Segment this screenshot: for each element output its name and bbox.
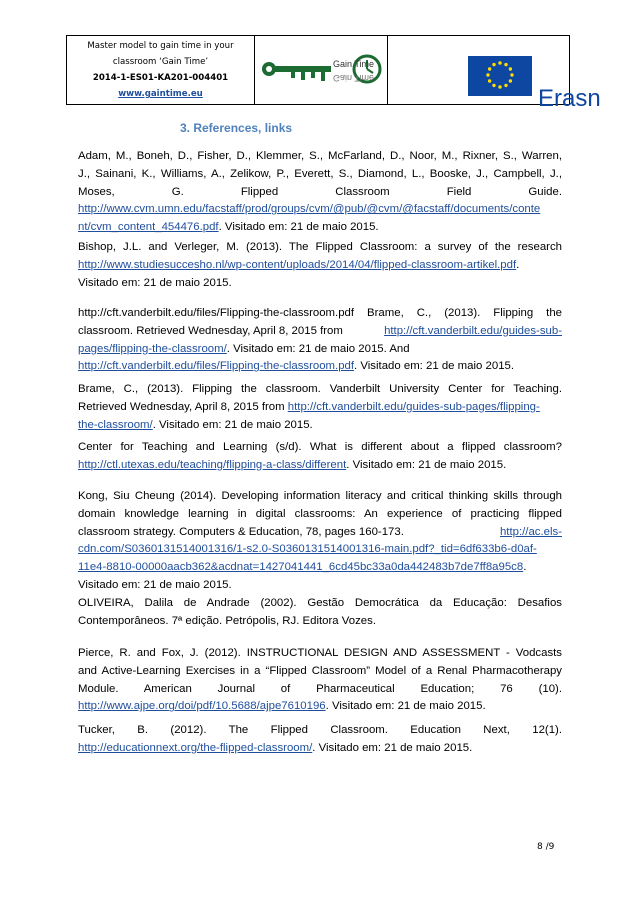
erasmus-wordmark: Erasn	[538, 85, 601, 112]
reference-brame-2	[78, 381, 562, 434]
reference-kong	[78, 488, 562, 595]
ref-link[interactable]: http://ctl.utexas.edu/teaching/flipping-a-class/different	[78, 458, 347, 471]
header-website-link[interactable]: www.gaintime.eu	[118, 89, 203, 99]
ref-text: classroom strategy. Computers & Education, 78, pages 160-173.	[78, 525, 404, 538]
logo-text-mirrored: Gain Time	[333, 73, 375, 83]
reference-tucker	[78, 722, 562, 758]
ref-line: Module. American Journal of Pharmaceutical Education; 76 (10).	[78, 682, 562, 695]
ref-line: Center for Teaching and Learning (s/d). What is different about a flipped classroom?	[78, 441, 562, 453]
ref-link[interactable]: http://ac.els-	[499, 525, 562, 538]
ref-line: Bishop, J.L. and Verleger, M. (2013). The Flipped Classroom: a survey of the research	[78, 241, 562, 253]
reference-adam	[78, 148, 562, 237]
ref-line: OLIVEIRA, Dalila de Andrade (2002). Gestão Democrática da Educação: Desafios	[78, 597, 562, 609]
ref-line: Visitado em: 21 de maio 2015.	[78, 276, 232, 289]
ref-line: Visitado em: 21 de maio 2015.	[78, 578, 232, 591]
ref-text: . Visitado em: 21 de maio 2015.	[325, 700, 486, 713]
ref-line: Moses, G. Flipped Classroom Field Guide.	[78, 185, 562, 198]
ref-text: .	[523, 561, 527, 574]
ref-line: http://cft.vanderbilt.edu/files/Flipping-the-classroom.pdf Brame, C., (2013). Flipping the	[78, 307, 562, 319]
ref-link[interactable]: nt/cvm_content_454476.pdf	[78, 221, 219, 234]
ref-text: . Visitado em: 21 de maio 2015.	[354, 360, 515, 373]
erasmus-logo	[388, 36, 601, 112]
header-project-code: 2014-1-ES01-KA201-004401	[92, 73, 229, 83]
ref-text: classroom. Retrieved Wednesday, April 8, 2015 from	[78, 324, 343, 337]
ref-text: . Visitado em: 21 de maio 2015. And	[226, 342, 410, 355]
ref-line: and Active-Learning Exercises in a “Flipped Classroom” Model of a Renal Pharmacotherapy	[78, 664, 562, 677]
ref-link[interactable]: http://www.cvm.umn.edu/facstaff/prod/groups/cvm/@pub/@cvm/@facstaff/documents/conte	[78, 203, 541, 216]
ref-link[interactable]: 11e4-8810-00000aacb362&acdnat=1427041441_6cd45bc33a0da442483b7de7ff8a95c8	[78, 561, 524, 574]
ref-line: Contemporâneos. 7ª edição. Petrópolis, RJ. Editora Vozes.	[78, 614, 377, 627]
document-header	[66, 35, 601, 112]
ref-line: Adam, M., Boneh, D., Fisher, D., Klemmer, S., McFarland, D., Noor, M., Rixner, S., Warren,	[78, 150, 562, 162]
ref-text: . Visitado em: 21 de maio 2015.	[152, 418, 313, 431]
ref-text: . Visitado em: 21 de maio 2015.	[218, 221, 379, 234]
ref-line: Pierce, R. and Fox, J. (2012). INSTRUCTIONAL DESIGN AND ASSESSMENT - Vodcasts	[78, 647, 562, 659]
gain-time-logo	[255, 36, 388, 104]
header-project-info	[67, 36, 255, 104]
reference-oliveira	[78, 595, 562, 631]
header-title-line-2: classroom ‘Gain Time’	[112, 57, 209, 67]
reference-bishop	[78, 239, 562, 292]
ref-line: Brame, C., (2013). Flipping the classroom. Vanderbilt University Center for Teaching.	[78, 383, 562, 395]
ref-line: Tucker, B. (2012). The Flipped Classroom. Education Next, 12(1).	[78, 724, 562, 736]
reference-pierce	[78, 645, 562, 716]
reference-brame-1	[78, 305, 562, 376]
ref-link[interactable]: http://www.studiesuccesho.nl/wp-content/uploads/2014/04/flipped-classroom-artikel.pdf	[78, 258, 517, 271]
ref-link[interactable]: http://educationnext.org/the-flipped-classroom/	[78, 741, 313, 754]
ref-link[interactable]: pages/flipping-the-classroom/	[78, 342, 227, 355]
ref-link[interactable]: http://www.ajpe.org/doi/pdf/10.5688/ajpe7610196	[78, 700, 326, 713]
eu-flag-icon	[388, 36, 601, 112]
section-heading: 3. References, links	[180, 121, 293, 135]
key-clock-logo-icon	[255, 36, 387, 104]
ref-text: . Visitado em: 21 de maio 2015.	[312, 741, 473, 754]
header-title-line-1: Master model to gain time in your	[87, 41, 234, 51]
ref-line: domain knowledge learning in digital classrooms: An experience of practicing flipped	[78, 507, 562, 520]
ref-link[interactable]: http://cft.vanderbilt.edu/guides-sub-pages/flipping-	[287, 400, 540, 413]
ref-link[interactable]: the-classroom/	[78, 418, 153, 431]
page-number: 8 /9	[537, 842, 555, 852]
ref-link[interactable]: http://cft.vanderbilt.edu/files/Flipping-the-classroom.pdf	[78, 360, 355, 373]
ref-link[interactable]: cdn.com/S0360131514001316/1-s2.0-S0360131514001316-main.pdf?_tid=6df633b6-d0af-	[78, 543, 537, 556]
ref-text: .	[516, 258, 520, 271]
ref-line: Kong, Siu Cheung (2014). Developing information literacy and critical thinking skills through	[78, 490, 562, 502]
ref-line: J., Sainani, K., Williams, A., Zelikow, P., Everett, S., Diamond, L., Booske, J., Campbell, J.,	[78, 167, 562, 180]
ref-link[interactable]: http://cft.vanderbilt.edu/guides-sub-	[384, 324, 562, 337]
ref-text: . Visitado em: 21 de maio 2015.	[346, 458, 507, 471]
ref-text: Retrieved Wednesday, April 8, 2015 from	[78, 400, 288, 413]
reference-ctl	[78, 439, 562, 475]
logo-text: Gain Time	[333, 59, 375, 69]
